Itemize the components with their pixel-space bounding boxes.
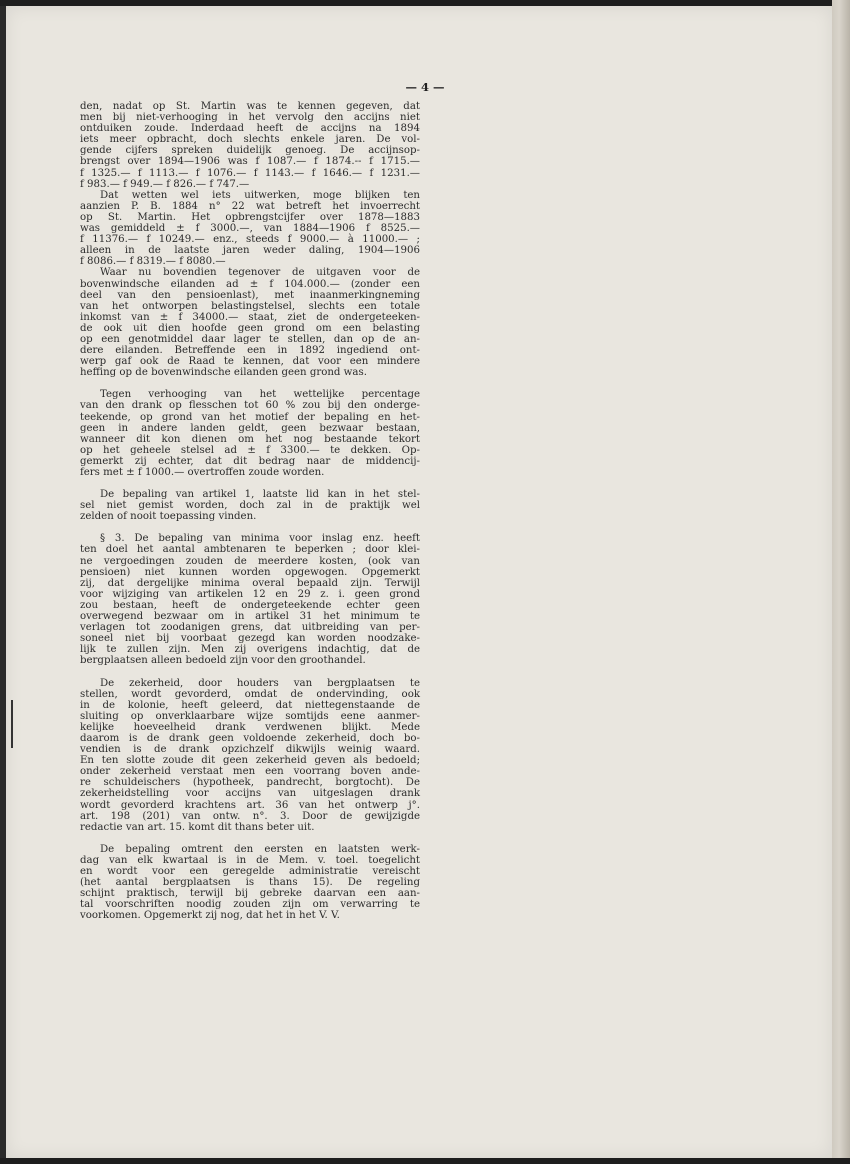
body-text bbox=[80, 101, 420, 921]
text-line: zelden of nooit toepassing vinden. bbox=[80, 511, 257, 523]
paragraph bbox=[80, 489, 420, 522]
text-line: verlagen tot zoodanigen grens, dat uitbreiding van per- bbox=[80, 622, 420, 634]
paragraph-gap bbox=[80, 667, 420, 678]
text-line: kelijke hoeveelheid drank verdwenen blijkt. Mede bbox=[80, 721, 420, 733]
text-line: voor wijziging van artikelen 12 en 29 z. i. geen grond bbox=[80, 588, 420, 600]
text-line: De bepaling van artikel 1, laatste lid kan in het stel- bbox=[100, 489, 420, 501]
text-line: onder zekerheid verstaat men een voorrang boven ande- bbox=[80, 766, 420, 778]
text-line: van den drank op flesschen tot 60 % zou bij den onderge- bbox=[80, 400, 420, 412]
text-line: Waar nu bovendien tegenover de uitgaven voor de bbox=[100, 267, 420, 279]
text-line: art. 198 (201) van ontw. n°. 3. Door de gewijzigde bbox=[80, 810, 420, 822]
paragraph bbox=[80, 678, 420, 833]
text-line: zou bestaan, heeft de ondergeteekende echter geen bbox=[80, 599, 420, 611]
text-line: dag van elk kwartaal is in de Mem. v. toel. toegelicht bbox=[80, 854, 420, 866]
text-line: De zekerheid, door houders van bergplaatsen te bbox=[100, 677, 420, 689]
paragraph bbox=[80, 101, 420, 190]
text-line: deel van den pensioenlast), met inaanmerkingneming bbox=[80, 289, 420, 301]
paragraph bbox=[80, 844, 420, 922]
text-line: En ten slotte zoude dit geen zekerheid geven als bedoeld; bbox=[80, 755, 420, 767]
text-line: inkomst van ± f 34000.— staat, ziet de ondergeteeken- bbox=[80, 311, 420, 323]
paragraph-gap bbox=[80, 522, 420, 533]
text-line: den, nadat op St. Martin was te kennen gegeven, dat bbox=[80, 101, 420, 112]
text-line: pensioen) niet kunnen worden opgewogen. Opgemerkt bbox=[80, 566, 420, 578]
text-line: De bepaling omtrent den eersten en laatsten werk- bbox=[100, 843, 420, 855]
paragraph-gap bbox=[80, 478, 420, 489]
text-line: re schuldeischers (hypotheek, pandrecht, borgtocht). De bbox=[80, 777, 420, 789]
text-line: op een genotmiddel daar lager te stellen, dan op de an- bbox=[80, 333, 420, 345]
text-line: op het geheele stelsel ad ± f 3300.— te dekken. Op- bbox=[80, 444, 420, 456]
paragraph bbox=[80, 267, 420, 378]
text-line: soneel niet bij voorbaat gezegd kan worden noodzake- bbox=[80, 633, 420, 645]
text-line: van het ontworpen belastingstelsel, slechts een totale bbox=[80, 300, 420, 312]
text-line: ontduiken zoude. Inderdaad heeft de accijns na 1894 bbox=[80, 123, 420, 135]
text-line: en wordt voor een geregelde administratie vereischt bbox=[80, 866, 420, 877]
text-line: bovenwindsche eilanden ad ± f 104.000.— (zonder een bbox=[80, 278, 420, 290]
text-line: Dat wetten wel iets uitwerken, moge blijken ten bbox=[100, 189, 420, 201]
text-line: men bij niet-verhooging in het vervolg den accijns niet bbox=[80, 112, 420, 124]
text-line: daarom is de drank geen voldoende zekerheid, doch bo- bbox=[80, 732, 420, 744]
text-line: sluiting op onverklaarbare wijze somtijds eene aanmer- bbox=[80, 710, 420, 722]
text-line: alleen in de laatste jaren weder daling, 1904—1906 bbox=[80, 245, 420, 257]
text-line: wordt gevorderd krachtens art. 36 van het ontwerp j°. bbox=[80, 799, 420, 811]
paragraph bbox=[80, 190, 420, 268]
text-line: overwegend bezwaar om in artikel 31 het minimum te bbox=[80, 611, 420, 623]
text-line: iets meer opbracht, doch slechts enkele jaren. De vol- bbox=[80, 134, 420, 146]
text-line: brengst over 1894—1906 was f 1087.— f 1874.-- f 1715.— bbox=[80, 156, 420, 168]
text-line: teekende, op grond van het motief der bepaling en het- bbox=[80, 411, 420, 423]
text-line: voorkomen. Opgemerkt zij nog, dat het in het V. V. bbox=[80, 910, 340, 922]
text-line: ten doel het aantal ambtenaren te beperken ; door klei- bbox=[80, 544, 420, 556]
text-line: zekerheidstelling voor accijns van uitgeslagen drank bbox=[80, 788, 420, 800]
text-line: geen in andere landen geldt, geen bezwaar bestaan, bbox=[80, 422, 420, 434]
text-line: sel niet gemist worden, doch zal in de praktijk wel bbox=[80, 500, 420, 512]
text-line: redactie van art. 15. komt dit thans beter uit. bbox=[80, 821, 315, 833]
text-line: aanzien P. B. 1884 n° 22 wat betreft het invoerrecht bbox=[80, 200, 420, 212]
text-line: lijk te zullen zijn. Men zij overigens indachtig, dat de bbox=[80, 644, 420, 656]
paragraph-gap bbox=[80, 833, 420, 844]
text-line: § 3. De bepaling van minima voor inslag enz. heeft bbox=[100, 533, 420, 545]
text-line: fers met ± f 1000.— overtroffen zoude worden. bbox=[80, 467, 325, 478]
text-line: stellen, wordt gevorderd, omdat de ondervinding, ook bbox=[80, 688, 420, 700]
text-line: ne vergoedingen zouden de meerdere kosten, (ook van bbox=[80, 555, 420, 567]
text-line: f 983.— f 949.— f 826.— f 747.— bbox=[80, 178, 250, 190]
text-line: wanneer dit kon dienen om het nog bestaande tekort bbox=[80, 433, 420, 445]
text-line: bergplaatsen alleen bedoeld zijn voor den groothandel. bbox=[80, 655, 366, 667]
text-line: tal voorschriften noodig zouden zijn om verwarring te bbox=[80, 899, 420, 911]
text-line: f 1325.— f 1113.— f 1076.— f 1143.— f 1646.— f 1231.— bbox=[80, 167, 420, 179]
text-line: op St. Martin. Het opbrengstcijfer over 1878—1883 bbox=[80, 211, 420, 223]
text-line: Tegen verhooging van het wettelijke percentage bbox=[100, 389, 420, 401]
text-line: was gemiddeld ± f 3000.—, van 1884—1906 f 8525.— bbox=[80, 223, 420, 235]
text-line: gende cijfers spreken duidelijk genoeg. De accijnsop- bbox=[80, 145, 420, 157]
text-line: zij, dat dergelijke minima overal bepaald zijn. Terwijl bbox=[80, 577, 420, 589]
paragraph-gap bbox=[80, 378, 420, 389]
text-line: dere eilanden. Betreffende een in 1892 ingediend ont- bbox=[80, 345, 420, 357]
text-line: in de kolonie, heeft geleerd, dat niettegenstaande de bbox=[80, 699, 420, 711]
text-line: schijnt praktisch, terwijl bij gebreke daarvan een aan- bbox=[80, 888, 420, 900]
text-line: gemerkt zij echter, dat dit bedrag naar de middencij- bbox=[80, 455, 420, 467]
text-line: werp gaf ook de Raad te kennen, dat voor een mindere bbox=[80, 356, 420, 368]
scan-border-bottom bbox=[0, 1158, 850, 1164]
text-line: heffing op de bovenwindsche eilanden geen grond was. bbox=[80, 367, 367, 379]
text-line: de ook uit dien hoofde geen grond om een belasting bbox=[80, 322, 420, 334]
paragraph bbox=[80, 533, 420, 666]
paragraph bbox=[80, 389, 420, 478]
text-line: (het aantal bergplaatsen is thans 15). De regeling bbox=[80, 877, 420, 889]
scan-border-right bbox=[832, 0, 850, 1164]
margin-mark bbox=[11, 700, 13, 748]
text-line: vendien is de drank opzichzelf dikwijls weinig waard. bbox=[80, 744, 420, 756]
text-line: f 11376.— f 10249.— enz., steeds f 9000.— à 11000.— ; bbox=[80, 234, 420, 246]
text-line: f 8086.— f 8319.— f 8080.— bbox=[80, 256, 226, 268]
page-number: — 4 — bbox=[405, 80, 445, 94]
